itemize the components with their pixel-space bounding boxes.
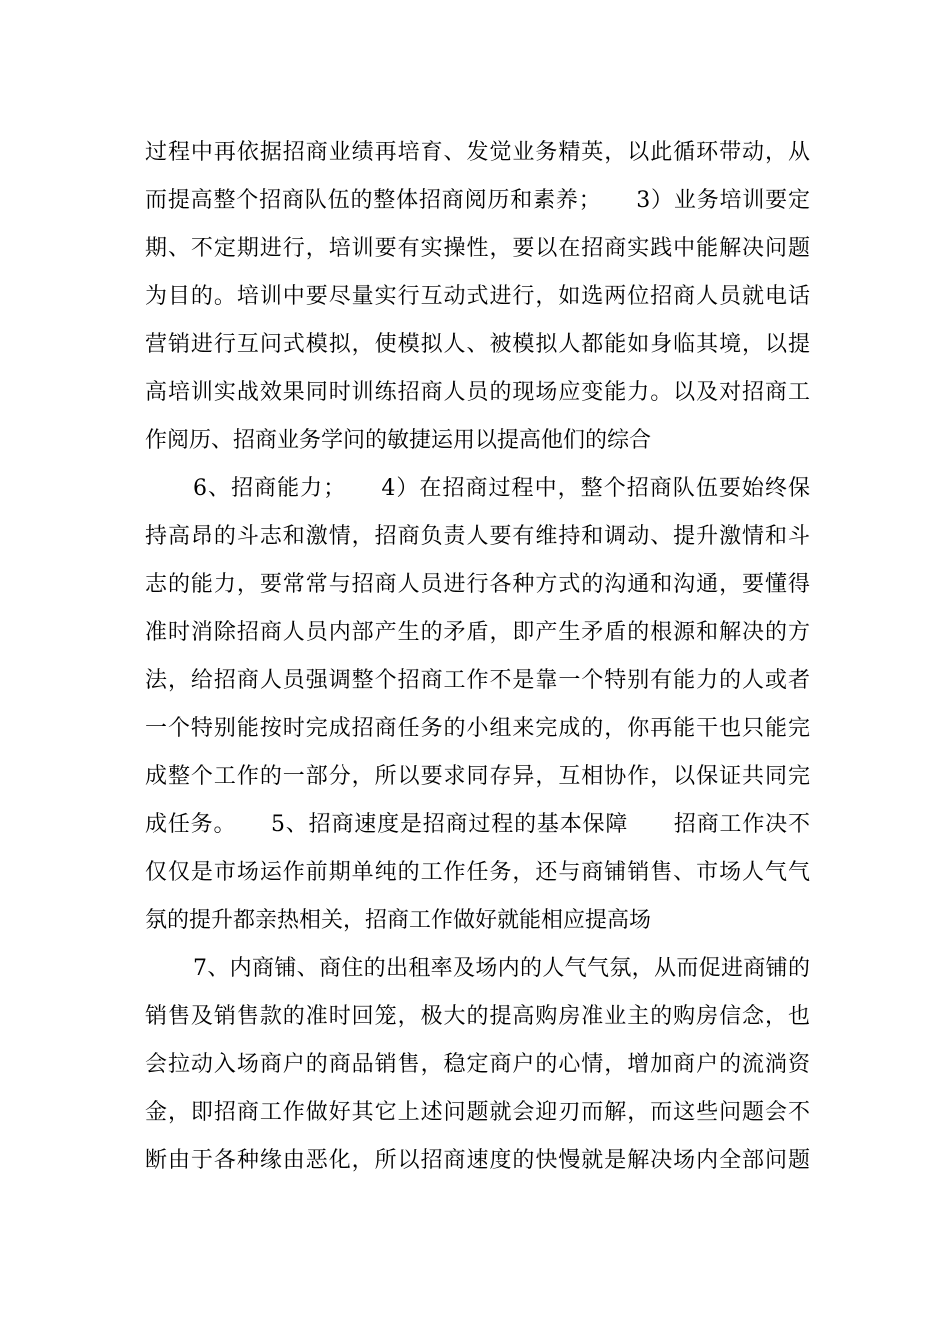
text-line: 销售及销售款的准时回笼，极大的提高购房准业主的购房信念，也 (145, 1004, 810, 1029)
text-line: 断由于各种缘由恶化，所以招商速度的快慢就是解决场内全部问题 (145, 1148, 810, 1173)
text-line: 志的能力，要常常与招商人员进行各种方式的沟通和沟通，要懂得 (145, 572, 810, 597)
text-line: 7、内商铺、商住的出租率及场内的人气气氛，从而促进商铺的 (193, 956, 810, 981)
text-line: 成任务。 5、招商速度是招商过程的基本保障 招商工作决不 (145, 812, 810, 837)
text-line: 成整个工作的一部分，所以要求同存异，互相协作，以保证共同完 (145, 764, 810, 789)
text-line: 过程中再依据招商业绩再培育、发觉业务精英，以此循环带动，从 (145, 140, 810, 165)
text-line: 6、招商能力； 4）在招商过程中，整个招商队伍要始终保 (193, 476, 810, 501)
text-line: 高培训实战效果同时训练招商人员的现场应变能力。以及对招商工 (145, 380, 810, 405)
text-line: 为目的。培训中要尽量实行互动式进行，如选两位招商人员就电话 (145, 284, 810, 309)
text-line: 会拉动入场商户的商品销售，稳定商户的心情，增加商户的流淌资 (145, 1052, 810, 1077)
text-line: 准时消除招商人员内部产生的矛盾，即产生矛盾的根源和解决的方 (145, 620, 810, 645)
text-line: 金，即招商工作做好其它上述问题就会迎刃而解，而这些问题会不 (145, 1100, 810, 1125)
text-line: 一个特别能按时完成招商任务的小组来完成的，你再能干也只能完 (145, 716, 810, 741)
text-line: 营销进行互问式模拟，使模拟人、被模拟人都能如身临其境，以提 (145, 332, 810, 357)
text-line: 持高昂的斗志和激情，招商负责人要有维持和调动、提升激情和斗 (145, 524, 810, 549)
text-line: 期、不定期进行，培训要有实操性，要以在招商实践中能解决问题 (145, 236, 810, 261)
text-line: 仅仅是市场运作前期单纯的工作任务，还与商铺销售、市场人气气 (145, 860, 810, 885)
text-line: 氛的提升都亲热相关，招商工作做好就能相应提高场 (145, 908, 652, 933)
text-line: 而提高整个招商队伍的整体招商阅历和素养； 3）业务培训要定 (145, 188, 810, 213)
text-line: 作阅历、招商业务学问的敏捷运用以提高他们的综合 (145, 428, 652, 453)
text-line: 法，给招商人员强调整个招商工作不是靠一个特别有能力的人或者 (145, 668, 810, 693)
